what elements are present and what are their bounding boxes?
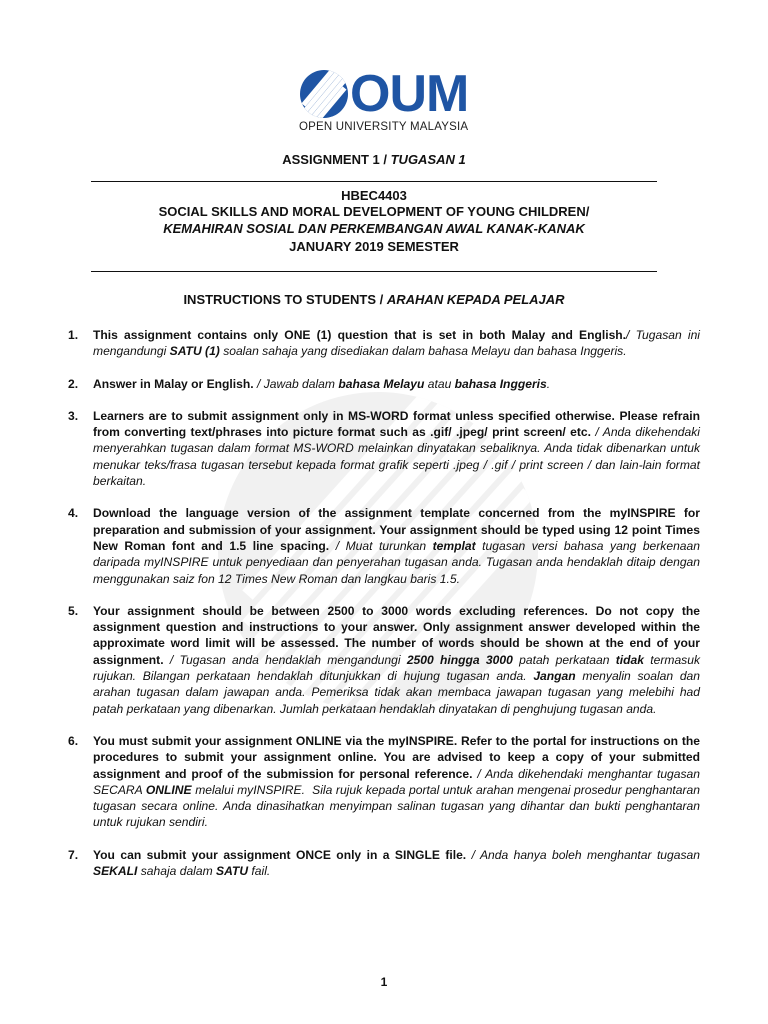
instruction-text: Answer in Malay or English. / Jawab dalam bahasa Melayu atau bahasa Inggeris.: [93, 376, 551, 391]
instruction-item: [68, 327, 700, 360]
page-number: 1: [380, 975, 388, 989]
instructions-list: [68, 327, 700, 879]
divider: [91, 271, 657, 272]
course-code: HBEC4403: [341, 188, 407, 203]
assignment-title-en: ASSIGNMENT 1 /: [282, 152, 391, 167]
oum-logo: [298, 65, 473, 134]
instruction-text: Download the language version of the assignment template concerned from the myINSPIRE for preparation and submission of your assignment. Your assignment should be typed using 12 point Times New Roman font and 1.5 line spacing. / Muat turunkan templat tugasan versi bahasa yang berkenaan daripada myINSPIRE untuk penyediaan dan penyerahan tugasan anda. Tugasan anda hendaklah ditaip dengan menggunakan saiz fon 12 Times New Roman dan langkau baris 1.5.: [93, 506, 700, 586]
instruction-text: You must submit your assignment ONLINE via the myINSPIRE. Refer to the portal for instructions on the procedures to submit your assignment online. You are advised to keep a copy of your submitted assignment and proof of the submission for personal reference. / Anda dikehendaki menghantar tugasan SECARA ONLINE melalui myINSPIRE. Sila rujuk kepada portal untuk arahan mengenai prosedur penghantaran tugasan secara online. Anda dinasihatkan menyimpan salinan tugasan yang dihantar dan bukti penghantaran untuk rujukan sendiri.: [93, 733, 700, 830]
instruction-text: You can submit your assignment ONCE only in a SINGLE file. / Anda hanya boleh menghantar tugasan SEKALI sahaja dalam SATU fail.: [93, 847, 700, 879]
instruction-item: [68, 376, 700, 392]
logo-subtitle: OPEN UNIVERSITY MALAYSIA: [299, 121, 469, 133]
instructions-heading-en: INSTRUCTIONS TO STUDENTS /: [183, 292, 387, 307]
instruction-number: 7.: [68, 847, 79, 862]
oum-globe-icon: [300, 70, 348, 118]
instruction-number: 1.: [68, 328, 79, 342]
instruction-number: 5.: [68, 603, 79, 618]
semester: JANUARY 2019 SEMESTER: [289, 239, 459, 254]
instruction-number: 6.: [68, 733, 79, 748]
assignment-title-ms: TUGASAN 1: [390, 152, 466, 167]
instruction-item: [68, 733, 700, 831]
instruction-item: [68, 505, 700, 586]
instruction-number: 2.: [68, 376, 79, 391]
instruction-item: [68, 847, 700, 880]
instruction-number: 4.: [68, 506, 79, 521]
instruction-item: [68, 603, 700, 717]
logo-wordmark: OUM: [350, 65, 469, 123]
instruction-text: Your assignment should be between 2500 to 3000 words excluding references. Do not copy the assignment question and instructions to your answer. Only assignment answer developed within the approximate word limit will be assessed. The number of words should be shown at the end of your assignment. / Tugasan anda hendaklah mengandungi 2500 hingga 3000 patah perkataan tidak termasuk rujukan. Bilangan perkataan hendaklah ditunjukkan di hujung tugasan anda. Jangan menyalin soalan dan arahan tugasan dalam jawapan anda. Pemeriksa tidak akan membaca jawapan tugasan yang melebihi had patah perkataan yang dibenarkan. Jumlah perkataan hendaklah dinyatakan di penghujung tugasan anda.: [93, 603, 701, 716]
divider: [91, 181, 657, 182]
course-title-en: SOCIAL SKILLS AND MORAL DEVELOPMENT OF YOUNG CHILDREN/: [158, 204, 590, 219]
instruction-number: 3.: [68, 408, 79, 423]
instructions-heading: [90, 292, 658, 307]
instruction-text: Learners are to submit assignment only in MS-WORD format unless specified otherwise. Please refrain from converting text/phrases into picture format such as .gif/ .jpeg/ print screen/ etc. / Anda dikehendaki menyerahkan tugasan dalam format MS-WORD melainkan dinyatakan sebaliknya. Anda tidak dibenarkan untuk menukar teks/frasa tugasan tersebut kepada format grafik seperti .jpeg / .gif / print screen / dan lain-lain format berkaitan.: [93, 408, 700, 489]
instruction-item: [68, 408, 700, 489]
instruction-text: This assignment contains only ONE (1) question that is set in both Malay and English./ Tugasan ini mengandungi SATU (1) soalan sahaja yang disediakan dalam bahasa Melayu dan bahasa Inggeris.: [93, 328, 700, 359]
course-title-ms: KEMAHIRAN SOSIAL DAN PERKEMBANGAN AWAL KANAK-KANAK: [163, 221, 585, 236]
assignment-title: [90, 152, 658, 167]
instructions-heading-ms: ARAHAN KEPADA PELAJAR: [386, 292, 565, 307]
